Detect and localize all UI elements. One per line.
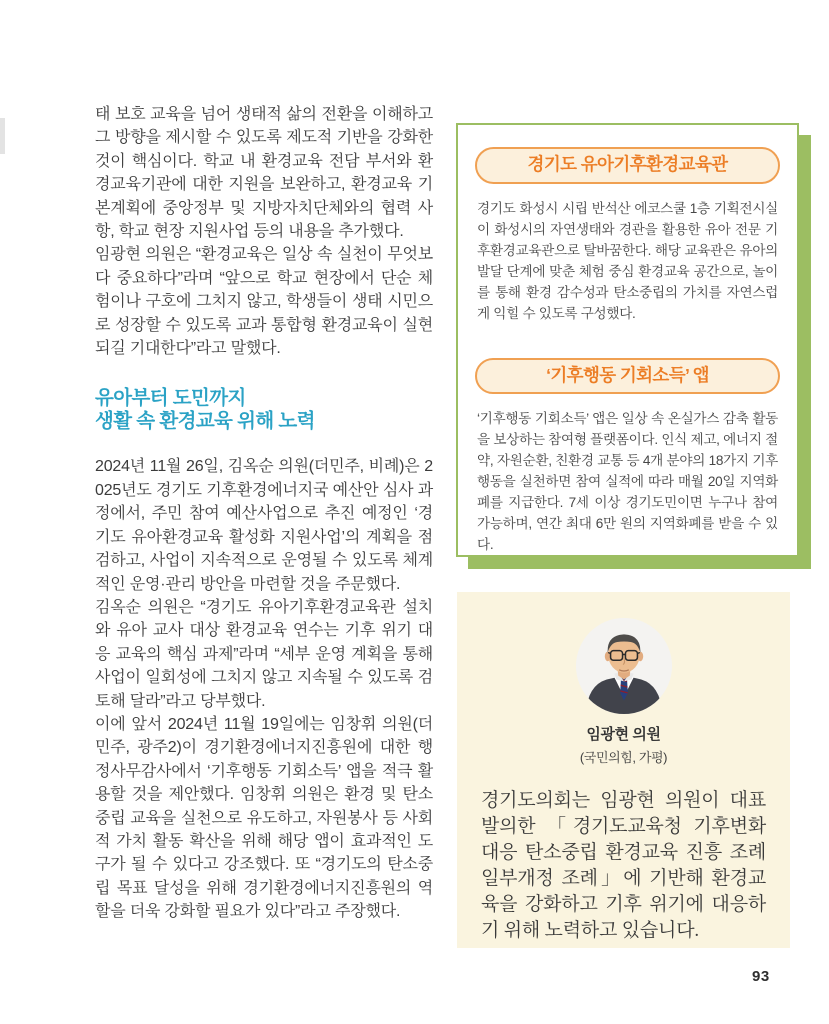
article-paragraph: 김옥순 의원은 “경기도 유아기후환경교육관 설치와 유아 교사 대상 환경교육 연수는 기후 위기 대응 교육의 핵심 과제”라며 “세부 운영 계획을 통해 사업이 일회성에 그치지 않고 지속될 수 있도록 검토해 달라”라고 당부했다. (95, 598, 433, 710)
politician-portrait-icon (576, 618, 672, 714)
info-card-body: 경기도 화성시 시립 반석산 에코스쿨 1층 기획전시실이 화성시의 자연생태와 경관을 활용한 유아 전문 기후환경교육관으로 탈바꿈한다. 해당 교육관은 유아의 발달 단계에 맞춘 체험 중심 환경교육 공간으로, 놀이를 통해 환경 감수성과 탄소중립의 가치를 자연스럽게 익힐 수 있도록 구성했다. (477, 200, 778, 321)
article-paragraph: 태 보호 교육을 넘어 생태적 삶의 전환을 이해하고 그 방향을 제시할 수 있도록 제도적 기반을 강화한 것이 핵심이다. 학교 내 환경교육 전담 부서와 환경교육기관에 대한 지원을 보완하고, 환경교육 기본계획에 중앙정부 및 지방자치단체와의 협력 사항, 학교 현장 지원사업 등의 내용을 추가했다. (95, 106, 433, 241)
info-box (456, 123, 799, 557)
profile-quote: 경기도의회는 임광현 의원이 대표발의한 「경기도교육청 기후변화 대응 탄소중립 환경교육 진흥 조례 일부개정 조례」에 기반해 환경교육을 강화하고 기후 위기에 대응하기 위해 노력하고 있습니다. (481, 790, 766, 941)
section-heading (95, 387, 433, 432)
politician-name: 임광현 의원 (586, 726, 661, 743)
left-edge-tick (0, 118, 5, 154)
section-heading-line1: 유아부터 도민까지 (95, 387, 246, 410)
politician-affiliation: (국민의힘, 가평) (579, 750, 668, 765)
info-card-title-pill: 경기도 유아기후환경교육관 (475, 147, 780, 184)
profile-box (457, 592, 790, 948)
article-paragraph: 임광현 의원은 “환경교육은 일상 속 실천이 무엇보다 중요하다”라며 “앞으로 학교 현장에서 단순 체험이나 구호에 그치지 않고, 학생들이 생태 시민으로 성장할 수 있도록 교과 통합형 환경교육이 실현되길 기대한다”라고 말했다. (95, 246, 433, 358)
article-paragraph: 이에 앞서 2024년 11월 19일에는 임창휘 의원(더민주, 광주2)이 경기환경에너지진흥원에 대한 행정사무감사에서 ‘기후행동 기회소득’ 앱을 적극 활용할 것을 제안했다. 임창휘 의원은 환경 및 탄소중립 교육을 실천으로 유도하고, 자원봉사 등 사회적 가치 활동 확산을 위해 해당 앱이 효과적인 도구가 될 수 있다고 강조했다. 또 “경기도의 탄소중립 목표 달성을 위해 경기환경에너지진흥원의 역할을 더욱 강화할 필요가 있다”라고 주장했다. (95, 715, 433, 921)
article-column (95, 103, 433, 924)
section-heading-line2: 생활 속 환경교육 위해 노력 (95, 409, 315, 432)
page-number: 93 (752, 968, 770, 985)
article-paragraph: 2024년 11월 26일, 김옥순 의원(더민주, 비례)은 2025년도 경기도 기후환경에너지국 예산안 심사 과정에서, 주민 참여 예산사업으로 추진 예정인 ‘경기도 유아환경교육 활성화 지원사업’의 계획을 점검하고, 사업이 지속적으로 운영될 수 있도록 체계적인 운영·관리 방안을 마련할 것을 주문했다. (95, 458, 433, 593)
info-card-body: ‘기후행동 기회소득’ 앱은 일상 속 온실가스 감축 활동을 보상하는 참여형 플랫폼이다. 인식 제고, 에너지 절약, 자원순환, 친환경 교통 등 4개 분야의 18가지 기후 행동을 실천하면 참여 실적에 따라 매월 20일 지역화폐를 지급한다. 7세 이상 경기도민이면 누구나 참여 가능하며, 연간 최대 6만 원의 지역화폐를 받을 수 있다. (477, 411, 778, 552)
politician-photo (576, 618, 672, 714)
info-card-title-pill: ‘기후행동 기회소득’ 앱 (475, 358, 780, 395)
